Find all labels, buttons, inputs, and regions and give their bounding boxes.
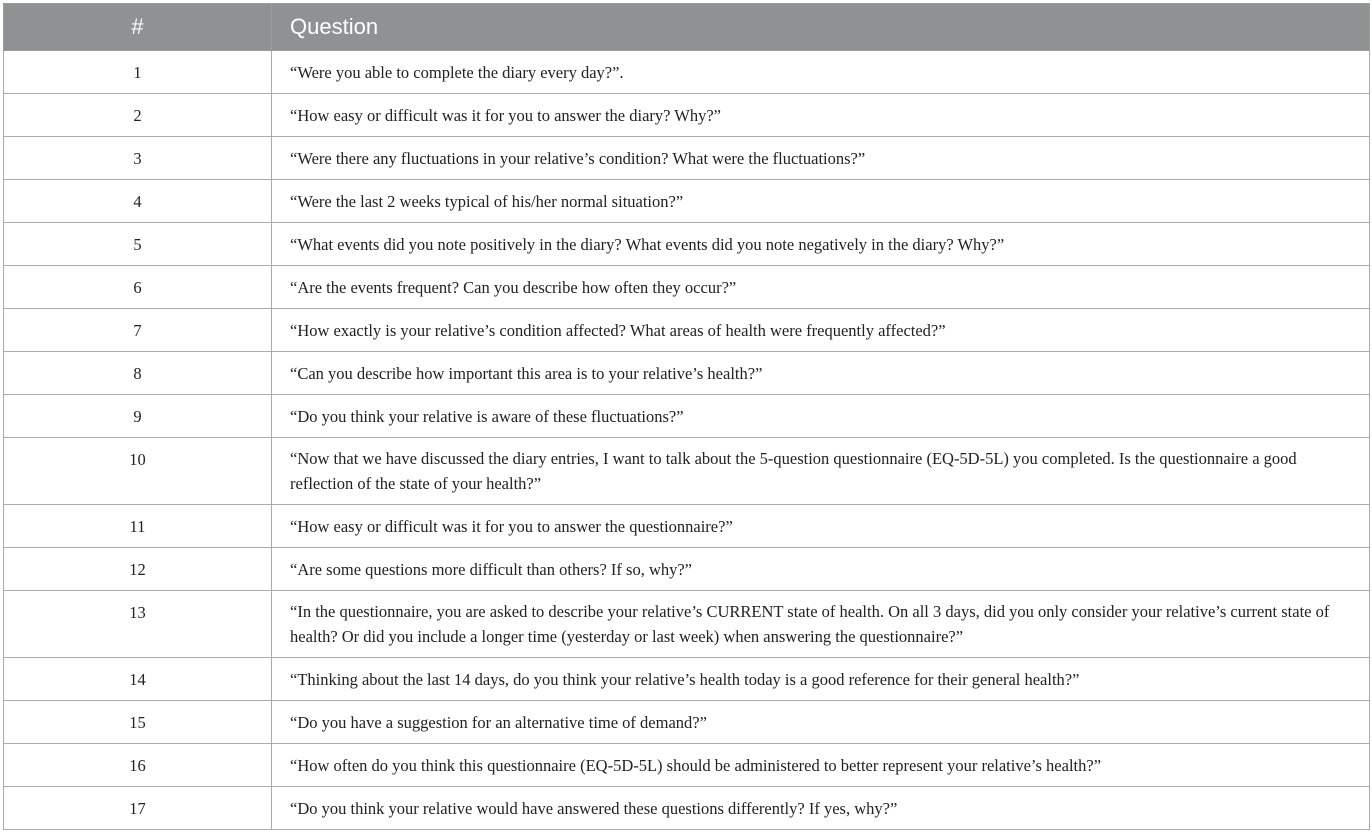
row-question: “Are the events frequent? Can you describe how often they occur?” <box>272 266 1370 309</box>
row-number: 14 <box>4 658 272 701</box>
row-question: “How exactly is your relative’s condition affected? What areas of health were frequently affected?” <box>272 309 1370 352</box>
row-number: 3 <box>4 137 272 180</box>
row-question: “Thinking about the last 14 days, do you think your relative’s health today is a good reference for their general health?” <box>272 658 1370 701</box>
header-question: Question <box>272 4 1370 51</box>
table-row <box>4 787 1370 830</box>
row-number: 4 <box>4 180 272 223</box>
table-body <box>4 51 1370 830</box>
row-question: “Now that we have discussed the diary entries, I want to talk about the 5-question questionnaire (EQ-5D-5L) you completed. Is the questionnaire a good reflection of the state of your health?” <box>272 438 1370 505</box>
row-number: 2 <box>4 94 272 137</box>
row-number: 9 <box>4 395 272 438</box>
table-row <box>4 94 1370 137</box>
interview-questions-table <box>3 3 1370 830</box>
row-question: “Were you able to complete the diary every day?”. <box>272 51 1370 94</box>
table-row <box>4 352 1370 395</box>
row-number: 11 <box>4 505 272 548</box>
table-row <box>4 438 1370 505</box>
row-question: “Were there any fluctuations in your relative’s condition? What were the fluctuations?” <box>272 137 1370 180</box>
table-header <box>4 4 1370 51</box>
row-number: 7 <box>4 309 272 352</box>
row-question: “How easy or difficult was it for you to answer the questionnaire?” <box>272 505 1370 548</box>
table-row <box>4 51 1370 94</box>
row-question: “Do you think your relative is aware of these fluctuations?” <box>272 395 1370 438</box>
row-question: “Can you describe how important this area is to your relative’s health?” <box>272 352 1370 395</box>
table-row <box>4 658 1370 701</box>
table-row <box>4 223 1370 266</box>
row-number: 12 <box>4 548 272 591</box>
table-row <box>4 548 1370 591</box>
table-row <box>4 505 1370 548</box>
row-question: “In the questionnaire, you are asked to describe your relative’s CURRENT state of health. On all 3 days, did you only consider your relative’s current state of health? Or did you include a longer time (yesterday or last week) when answering the questionnaire?” <box>272 591 1370 658</box>
row-number: 13 <box>4 591 272 658</box>
row-number: 15 <box>4 701 272 744</box>
table-row <box>4 137 1370 180</box>
table-row <box>4 744 1370 787</box>
row-number: 8 <box>4 352 272 395</box>
header-number: # <box>4 4 272 51</box>
row-number: 5 <box>4 223 272 266</box>
row-question: “How often do you think this questionnaire (EQ-5D-5L) should be administered to better represent your relative’s health?” <box>272 744 1370 787</box>
row-question: “Are some questions more difficult than others? If so, why?” <box>272 548 1370 591</box>
row-question: “How easy or difficult was it for you to answer the diary? Why?” <box>272 94 1370 137</box>
row-number: 1 <box>4 51 272 94</box>
row-number: 10 <box>4 438 272 505</box>
row-number: 17 <box>4 787 272 830</box>
row-number: 16 <box>4 744 272 787</box>
row-question: “Do you think your relative would have answered these questions differently? If yes, why?” <box>272 787 1370 830</box>
table-row <box>4 180 1370 223</box>
table-row <box>4 395 1370 438</box>
table-row <box>4 701 1370 744</box>
table-row <box>4 309 1370 352</box>
row-number: 6 <box>4 266 272 309</box>
row-question: “Do you have a suggestion for an alternative time of demand?” <box>272 701 1370 744</box>
row-question: “What events did you note positively in the diary? What events did you note negatively in the diary? Why?” <box>272 223 1370 266</box>
row-question: “Were the last 2 weeks typical of his/her normal situation?” <box>272 180 1370 223</box>
table-row <box>4 591 1370 658</box>
header-row <box>4 4 1370 51</box>
questions-table-container <box>3 3 1369 830</box>
table-row <box>4 266 1370 309</box>
